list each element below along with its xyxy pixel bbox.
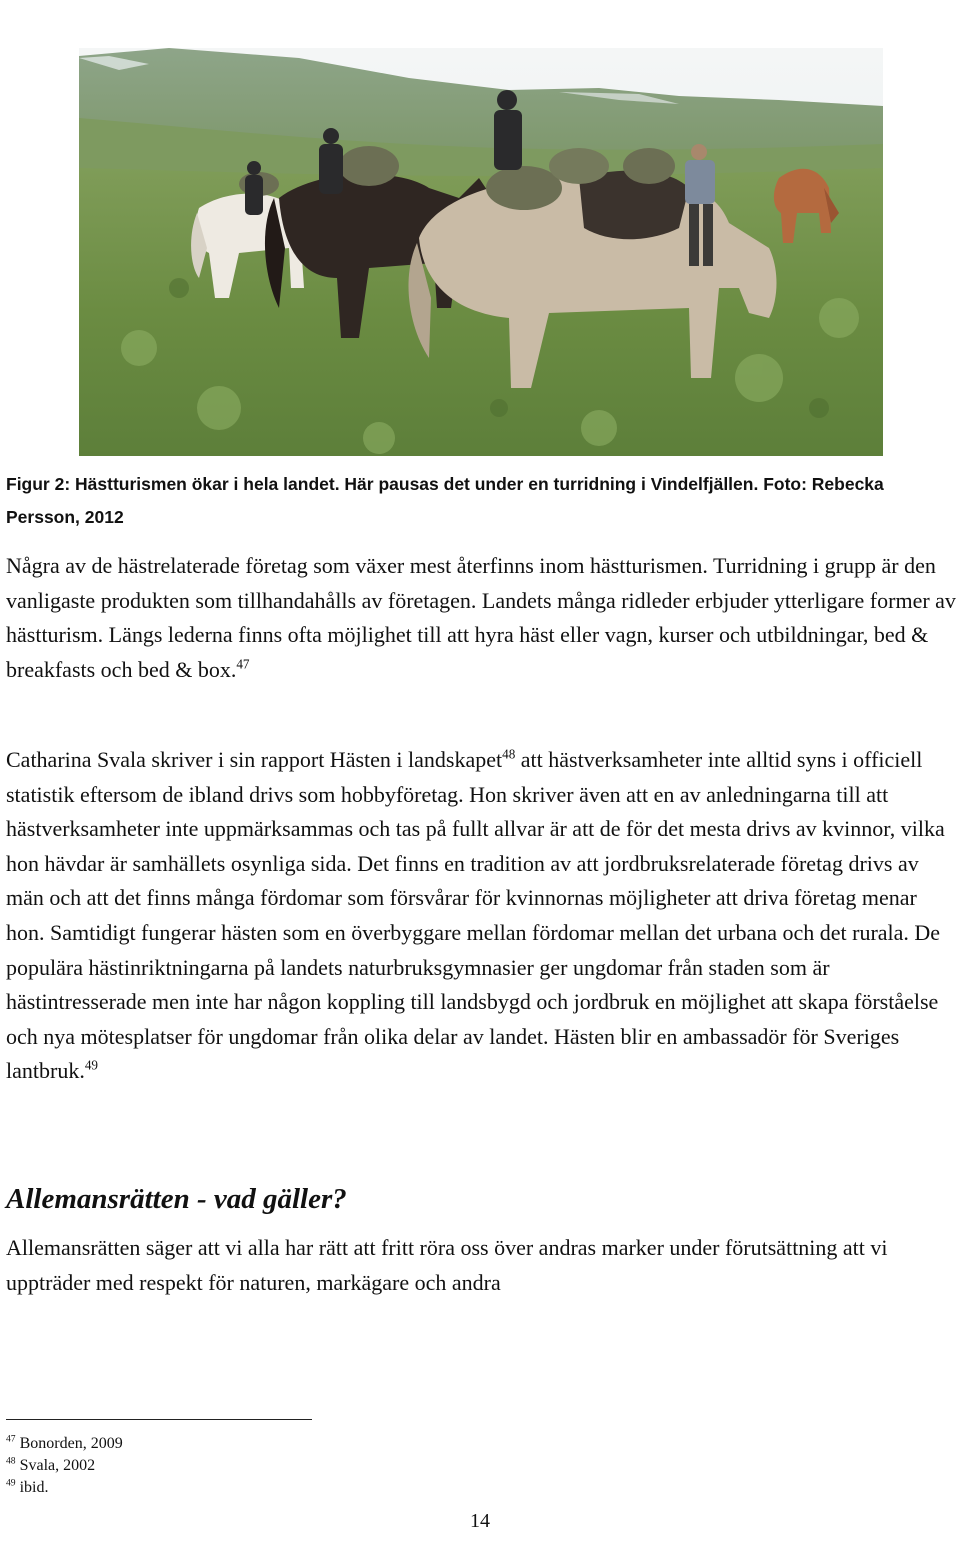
footnote-divider (6, 1419, 312, 1420)
footnote-text: Bonorden, 2009 (19, 1435, 123, 1452)
section-heading: Allemansrätten - vad gäller? (6, 1183, 347, 1215)
footnote-ref-48[interactable]: 48 (502, 746, 516, 762)
paragraph-text: Allemansrätten säger att vi alla har rätt att fritt röra oss över andras marker under förutsättning att vi uppträder med respekt för naturen, markägare och andra (6, 1235, 888, 1295)
paragraph-horse-tourism (6, 549, 956, 687)
footnote-text: ibid. (19, 1479, 49, 1496)
footnote-49 (6, 1477, 123, 1499)
figure-photo (79, 48, 883, 456)
paragraph-allemansratten (6, 1231, 956, 1300)
paragraph-svala-report (6, 743, 956, 1089)
figure-caption: Figur 2: Hästturismen ökar i hela landet. Här pausas det under en turridning i Vindelfjällen. Foto: Rebecka Persson, 2012 (6, 474, 884, 527)
footnote-ref-47[interactable]: 47 (236, 656, 250, 672)
footnote-number: 49 (6, 1477, 16, 1489)
paragraph-text-rest: att hästverksamheter inte alltid syns i officiell statistik eftersom de ibland drivs som hobbyföretag. Hon skriver även att en av anledningarna till att hästverksamheter inte uppmärksammas och tas på fullt allvar är att de för det mesta drivs av kvinnor, vilka hon hävdar är samhällets osynliga sida. Det finns en tradition av att jordbruksrelaterade företag drivs av män och att det finns många fördomar som försvårar för kvinnornas möjligheter att driva företag menar hon. Samtidigt fungerar hästen som en överbyggare mellan fördomar mellan det urbana och det rurala. De populära hästinriktningarna på landets naturbruksgymnasier ger ungdomar från staden som är hästintresserade men inte har någon koppling till landsbygd och jordbruk en möjlighet att skapa förståelse och nya mötesplatser för ungdomar från olika delar av landet. Hästen blir en ambassadör för Sveriges lantbruk. (6, 747, 945, 1084)
footnote-number: 48 (6, 1455, 16, 1467)
footnote-ref-49[interactable]: 49 (84, 1058, 99, 1074)
footnote-number: 47 (6, 1433, 16, 1445)
footnote-text: Svala, 2002 (19, 1457, 96, 1474)
page-number: 14 (470, 1510, 490, 1532)
footnote-48 (6, 1455, 123, 1477)
paragraph-text: Några av de hästrelaterade företag som växer mest återfinns inom hästturismen. Turridning i grupp är den vanligaste produkten som tillhandahålls av företagen. Landets många ridleder erbjuder ytterligare former av hästturism. Längs lederna finns ofta möjlighet till att hyra häst eller vagn, kurser och utbildningar, bed & breakfasts och bed & box. (6, 553, 956, 682)
footnote-47 (6, 1433, 123, 1455)
paragraph-text-start: Catharina Svala skriver i sin rapport Hästen i landskapet (6, 747, 503, 772)
footnotes (6, 1433, 123, 1499)
